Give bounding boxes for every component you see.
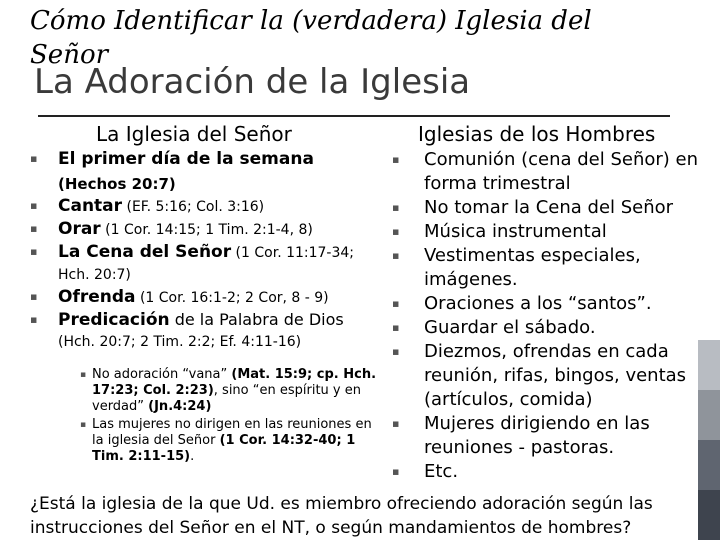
bullet-icon: ▪ bbox=[392, 297, 400, 310]
reference: Hch. 20:7) bbox=[58, 267, 131, 283]
left-column-heading: La Iglesia del Señor bbox=[96, 122, 292, 146]
bullet-icon: ▪ bbox=[30, 313, 38, 326]
reference: (Hch. 20:7; 2 Tim. 2:2; Ef. 4:11-16) bbox=[58, 334, 302, 350]
left-list bbox=[30, 195, 385, 264]
bullet-icon: ▪ bbox=[392, 345, 400, 358]
bullet-icon: ▪ bbox=[80, 370, 87, 380]
list-item: ▪ Ofrenda (1 Cor. 16:1-2; 2 Cor, 8 - 9) bbox=[30, 287, 329, 307]
list-item: ▪ Cantar (EF. 5:16; Col. 3:16) bbox=[30, 196, 265, 216]
footer-question: ¿Está la iglesia de la que Ud. es miembro ofreciendo adoración según las instrucciones del Señor en el NT, o según mandamientos de hombres? bbox=[30, 494, 653, 538]
bullet-icon: ▪ bbox=[30, 152, 38, 165]
list-item: ▪ El primer día de la semana bbox=[30, 149, 314, 169]
sub-list-item: ▪ Las mujeres no dirigen en las reuniones en la iglesia del Señor (1 Cor. 14:32-40; 1 Tim. 2:11-15). bbox=[80, 417, 372, 464]
bullet-icon: ▪ bbox=[30, 222, 38, 235]
list-item: ▪ La Cena del Señor (1 Cor. 11:17-34; bbox=[30, 242, 355, 262]
list-item: ▪ Comunión (cena del Señor) en forma trimestral bbox=[392, 149, 698, 194]
bullet-icon: ▪ bbox=[30, 290, 38, 303]
bullet-icon: ▪ bbox=[392, 201, 400, 214]
bullet-icon: ▪ bbox=[30, 199, 38, 212]
left-column bbox=[30, 148, 385, 465]
right-list bbox=[392, 148, 702, 484]
list-item: ▪ Orar (1 Cor. 14:15; 1 Tim. 2:1-4, 8) bbox=[30, 219, 313, 239]
page-title: La Adoración de la Iglesia bbox=[34, 62, 471, 102]
right-column bbox=[392, 148, 702, 484]
list-item: ▪ Mujeres dirigiendo en las reuniones - pastoras. bbox=[392, 413, 650, 458]
bullet-icon: ▪ bbox=[392, 249, 400, 262]
bullet-icon: ▪ bbox=[392, 465, 400, 478]
left-list bbox=[30, 148, 385, 170]
right-column-heading: Iglesias de los Hombres bbox=[418, 122, 656, 146]
bullet-icon: ▪ bbox=[392, 225, 400, 238]
list-item: ▪ Etc. bbox=[392, 461, 459, 482]
list-item: ▪ Diezmos, ofrendas en cada reunión, rifas, bingos, ventas (artículos, comida) bbox=[392, 341, 687, 410]
list-item: ▪ No tomar la Cena del Señor bbox=[392, 197, 674, 218]
bullet-icon: ▪ bbox=[80, 420, 87, 430]
list-item: ▪ Música instrumental bbox=[392, 221, 607, 242]
reference: (Hechos 20:7) bbox=[58, 175, 176, 193]
super-title: Cómo Identificar la (verdadera) Iglesia del Señor bbox=[30, 6, 592, 70]
left-list bbox=[30, 286, 385, 331]
list-item: ▪ Vestimentas especiales, imágenes. bbox=[392, 245, 641, 290]
bullet-icon: ▪ bbox=[392, 417, 400, 430]
list-item: ▪ Guardar el sábado. bbox=[392, 317, 596, 338]
bullet-icon: ▪ bbox=[392, 321, 400, 334]
sub-list-item: ▪ No adoración “vana” (Mat. 15:9; cp. Hch. 17:23; Col. 2:23), sino “en espíritu y en verdad” (Jn.4:24) bbox=[80, 367, 377, 414]
title-divider bbox=[38, 115, 670, 117]
sub-list bbox=[80, 367, 385, 465]
bullet-icon: ▪ bbox=[392, 153, 400, 166]
list-item: ▪ Predicación de la Palabra de Dios bbox=[30, 310, 344, 330]
bullet-icon: ▪ bbox=[30, 245, 38, 258]
list-item: ▪ Oraciones a los “santos”. bbox=[392, 293, 652, 314]
